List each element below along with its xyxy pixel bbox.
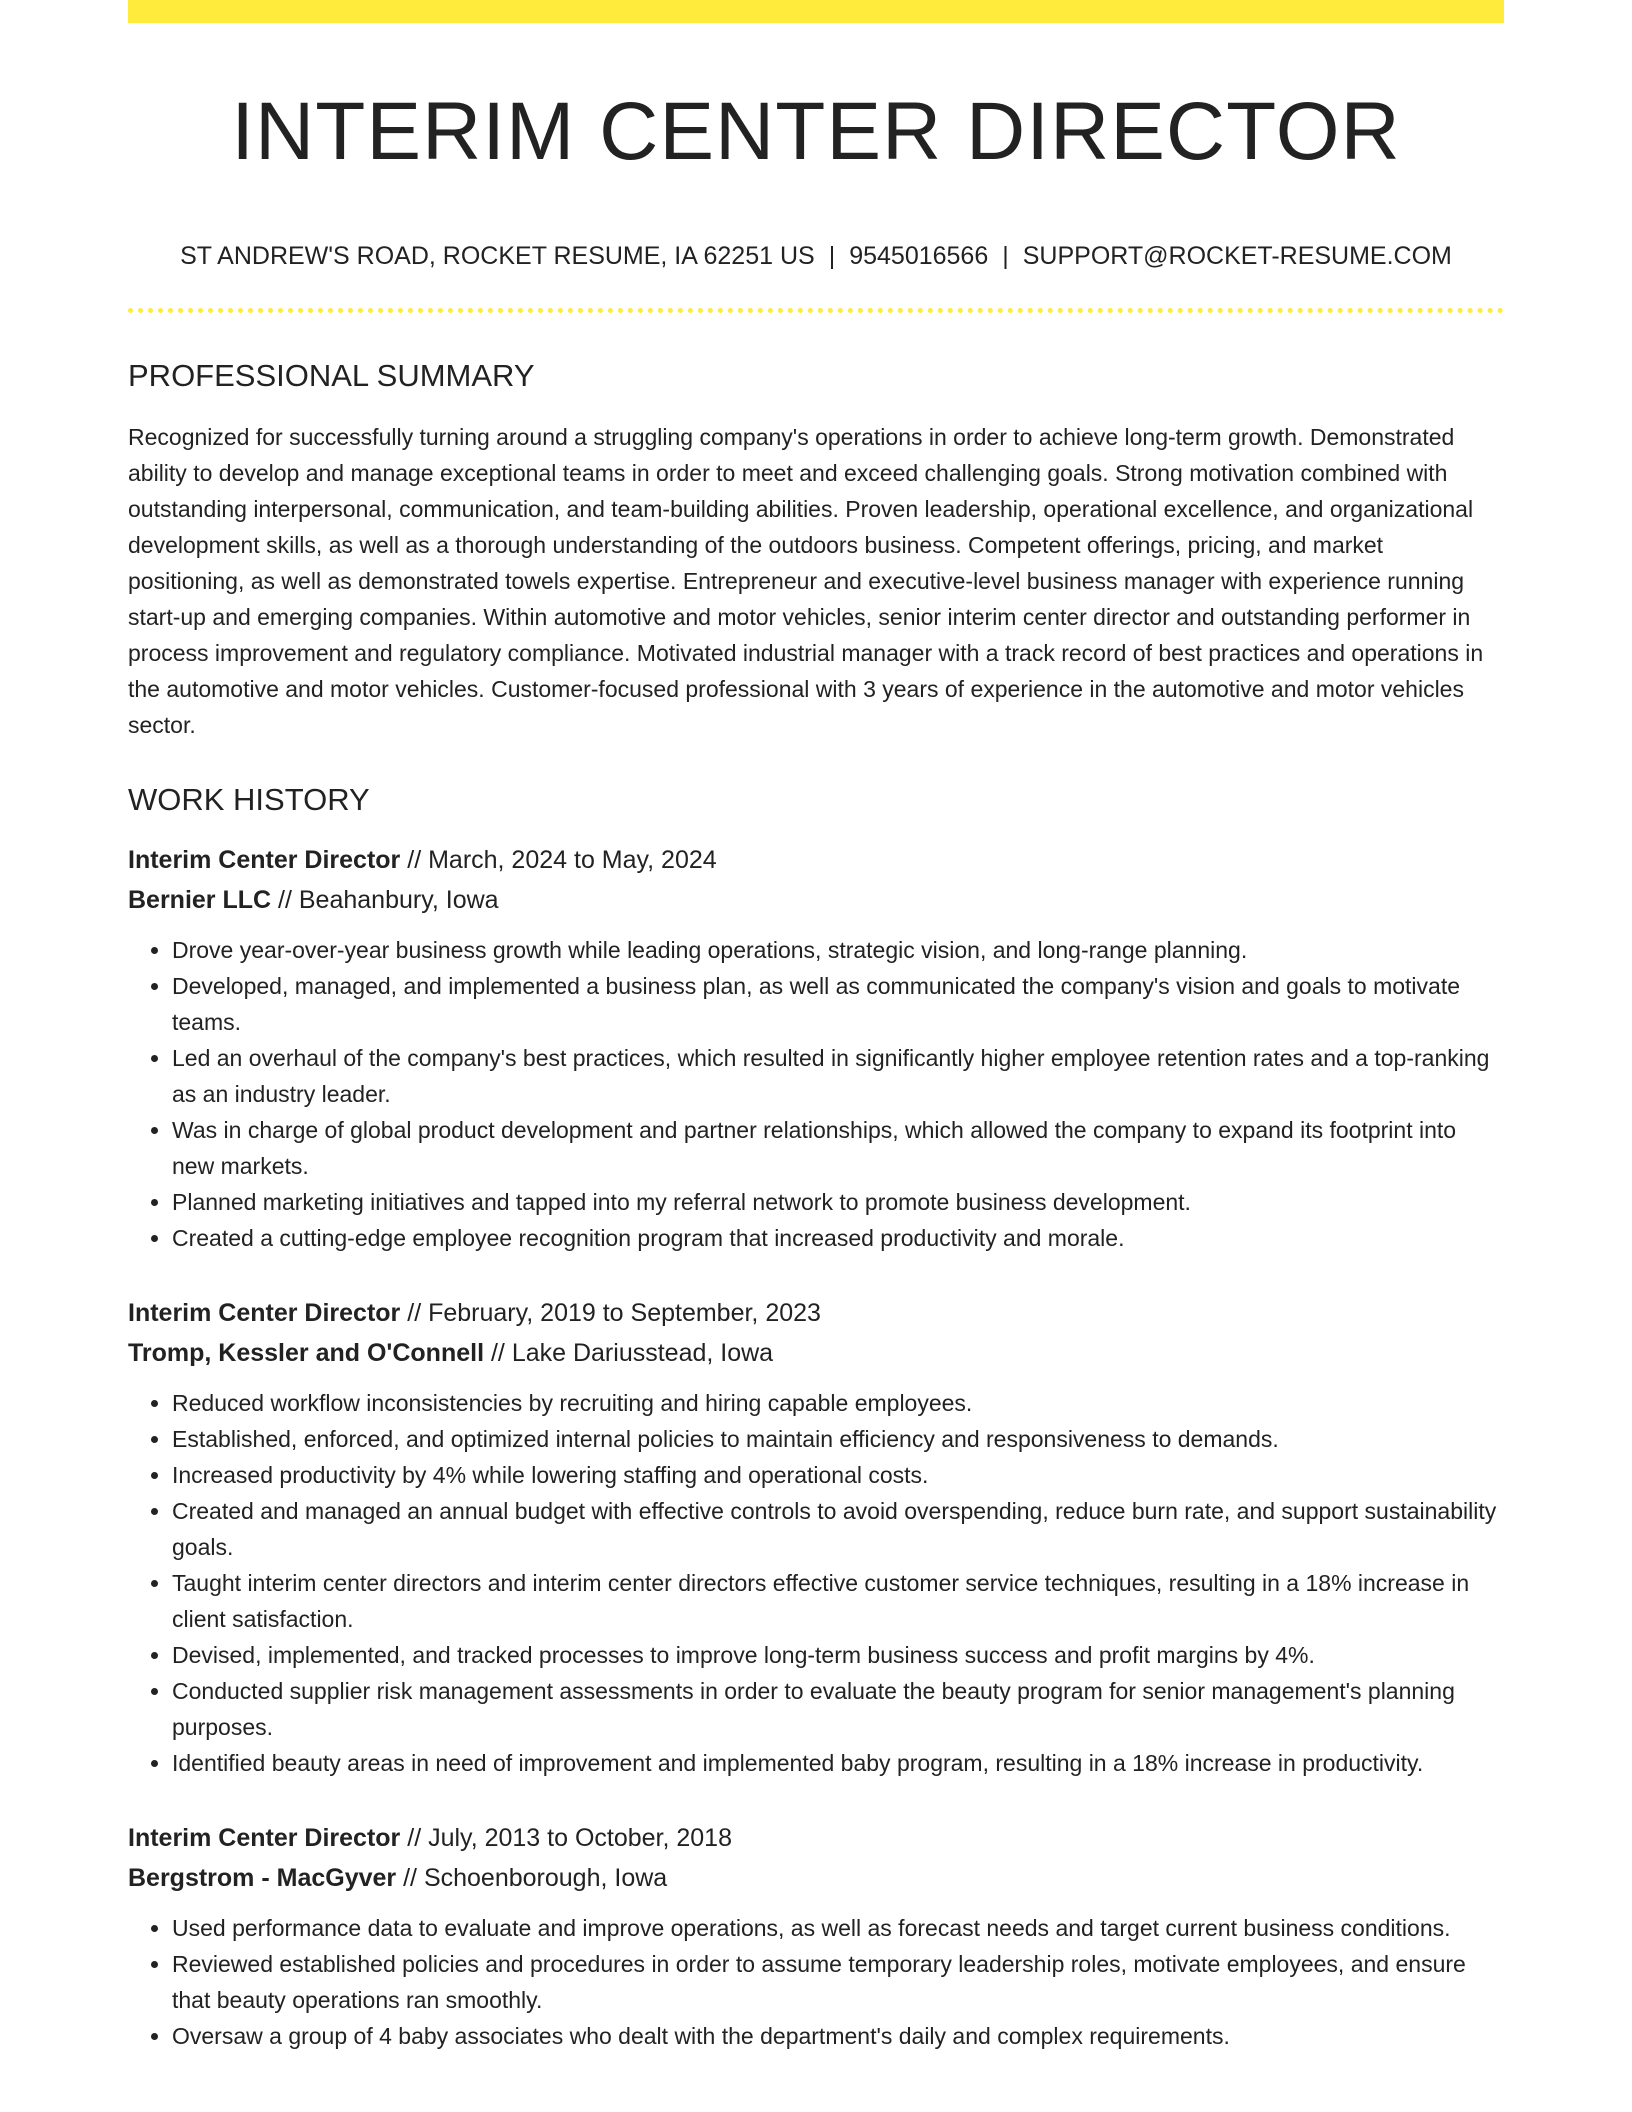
job-bullet: • Drove year-over-year business growth while leading operations, strategic vision, and long-range planning.	[172, 932, 1504, 968]
job-title-line	[128, 840, 1504, 880]
job-entry	[128, 840, 1504, 1256]
job-bullet: • Planned marketing initiatives and tapped into my referral network to promote business development.	[172, 1184, 1504, 1220]
job-bullet-list	[128, 1385, 1504, 1781]
contact-separator: |	[1002, 242, 1009, 271]
job-location: // Lake Dariusstead, Iowa	[490, 1338, 774, 1367]
contact-email: SUPPORT@ROCKET-RESUME.COM	[1022, 242, 1452, 271]
job-bullet: • Reduced workflow inconsistencies by recruiting and hiring capable employees.	[172, 1385, 1504, 1421]
summary-paragraph: Recognized for successfully turning around a struggling company's operations in order to achieve long-term growth. Demonstrated ability to develop and manage exceptional teams in order to meet and exceed challenging goals. Strong motivation combined with outstanding interpersonal, communication, and team-building abilities. Proven leadership, operational excellence, and organizational development skills, as well as a thorough understanding of the outdoors business. Competent offerings, pricing, and market positioning, as well as demonstrated towels expertise. Entrepreneur and executive-level business manager with experience running start-up and emerging companies. Within automotive and motor vehicles, senior interim center director and outstanding performer in process improvement and regulatory compliance. Motivated industrial manager with a track record of best practices and operations in the automotive and motor vehicles. Customer-focused professional with 3 years of experience in the automotive and motor vehicles sector.	[128, 423, 1484, 738]
job-title: Interim Center Director	[128, 845, 401, 874]
job-location: // Beahanbury, Iowa	[278, 885, 499, 914]
job-bullet: • Reviewed established policies and procedures in order to assume temporary leadership roles, motivate employees, and ensure that beauty operations ran smoothly.	[172, 1946, 1504, 2018]
job-company: Tromp, Kessler and O'Connell	[128, 1338, 485, 1367]
summary-section-title: PROFESSIONAL SUMMARY	[128, 358, 535, 394]
contact-separator: |	[828, 242, 836, 271]
job-bullet-list	[128, 1910, 1504, 2054]
contact-line	[128, 241, 1504, 271]
job-bullet-list	[128, 932, 1504, 1256]
contact-phone: 9545016566	[849, 242, 989, 271]
job-company-line	[128, 1333, 1504, 1373]
job-bullet: • Oversaw a group of 4 baby associates who dealt with the department's daily and complex requirements.	[172, 2018, 1504, 2054]
job-title: Interim Center Director	[128, 1298, 401, 1327]
job-bullet: • Established, enforced, and optimized internal policies to maintain efficiency and responsiveness to demands.	[172, 1421, 1504, 1457]
dotted-divider	[128, 308, 1504, 313]
job-entry	[128, 1293, 1504, 1781]
job-title-line	[128, 1293, 1504, 1333]
job-bullet: • Developed, managed, and implemented a business plan, as well as communicated the company's vision and goals to motivate teams.	[172, 968, 1504, 1040]
job-bullet: • Taught interim center directors and interim center directors effective customer service techniques, resulting in a 18% increase in client satisfaction.	[172, 1565, 1504, 1637]
job-company: Bergstrom - MacGyver	[128, 1863, 397, 1892]
job-bullet: • Used performance data to evaluate and improve operations, as well as forecast needs and target current business conditions.	[172, 1910, 1504, 1946]
job-dates: // March, 2024 to May, 2024	[407, 845, 717, 874]
job-location: // Schoenborough, Iowa	[403, 1863, 668, 1892]
contact-address: ST ANDREW'S ROAD, ROCKET RESUME, IA 62251 US	[180, 242, 815, 271]
job-bullet: • Created a cutting-edge employee recognition program that increased productivity and morale.	[172, 1220, 1504, 1256]
job-dates: // July, 2013 to October, 2018	[407, 1823, 732, 1852]
job-entry	[128, 1818, 1504, 2054]
job-company-line	[128, 880, 1504, 920]
job-bullet: • Increased productivity by 4% while lowering staffing and operational costs.	[172, 1457, 1504, 1493]
job-bullet: • Conducted supplier risk management assessments in order to evaluate the beauty program for senior management's planning purposes.	[172, 1673, 1504, 1745]
resume-page	[128, 0, 1504, 2054]
job-company-line	[128, 1858, 1504, 1898]
work-history-section-title: WORK HISTORY	[128, 781, 370, 817]
job-title: Interim Center Director	[128, 1823, 401, 1852]
job-dates: // February, 2019 to September, 2023	[407, 1298, 821, 1327]
accent-top-bar	[128, 0, 1504, 23]
job-bullet: • Created and managed an annual budget with effective controls to avoid overspending, reduce burn rate, and support sustainability goals.	[172, 1493, 1504, 1565]
job-company: Bernier LLC	[128, 885, 272, 914]
job-bullet: • Devised, implemented, and tracked processes to improve long-term business success and profit margins by 4%.	[172, 1637, 1504, 1673]
job-bullet: • Identified beauty areas in need of improvement and implemented baby program, resulting in a 18% increase in productivity.	[172, 1745, 1504, 1781]
job-bullet: • Led an overhaul of the company's best practices, which resulted in significantly higher employee retention rates and a top-ranking as an industry leader.	[172, 1040, 1504, 1112]
resume-name-heading: INTERIM CENTER DIRECTOR	[231, 86, 1401, 177]
job-bullet: • Was in charge of global product development and partner relationships, which allowed the company to expand its footprint into new markets.	[172, 1112, 1504, 1184]
job-title-line	[128, 1818, 1504, 1858]
